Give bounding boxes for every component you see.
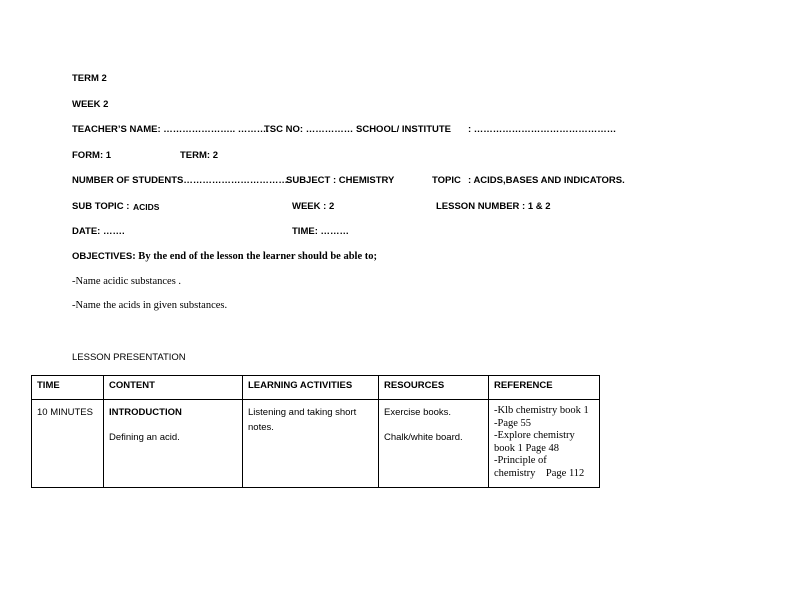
- time-field: TIME: ………: [292, 226, 349, 237]
- reference-line-1: -Klb chemistry book 1: [494, 405, 589, 416]
- reference-line-4: book 1 Page 48: [494, 442, 560, 454]
- content-text: Defining an acid.: [109, 432, 180, 443]
- objective-item-2: -Name the acids in given substances.: [72, 300, 228, 311]
- reference-line-6: chemistry Page 112: [494, 467, 585, 479]
- cell-learning-activities: Listening and taking short notes.: [243, 400, 379, 488]
- lesson-presentation-heading: LESSON PRESENTATION: [72, 352, 186, 363]
- objectives-statement: [72, 251, 377, 262]
- column-header-resources: RESOURCES: [379, 376, 489, 400]
- column-header-learning-activities: LEARNING ACTIVITIES: [243, 376, 379, 400]
- reference-line-2: -Page 55: [494, 417, 532, 429]
- school-value: : ………………………………………: [468, 124, 617, 135]
- objectives-label: OBJECTIVES: [72, 251, 133, 262]
- reference-line-3: -Explore chemistry: [494, 430, 575, 441]
- school-label: SCHOOL/ INSTITUTE: [356, 124, 451, 135]
- form-label: FORM: 1: [72, 150, 112, 161]
- date-field: DATE: …….: [72, 226, 125, 237]
- objective-item-1: -Name acidic substances .: [72, 276, 182, 287]
- cell-time: 10 MINUTES: [32, 400, 104, 488]
- topic-value: : ACIDS,BASES AND INDICATORS.: [468, 175, 625, 186]
- lesson-table: [31, 375, 600, 488]
- content-title: INTRODUCTION: [109, 407, 182, 418]
- column-header-time: TIME: [32, 376, 104, 400]
- lesson-number-label: LESSON NUMBER : 1 & 2: [436, 201, 551, 212]
- number-of-students-field: NUMBER OF STUDENTS……………………………: [72, 175, 288, 186]
- cell-reference: [489, 400, 600, 488]
- column-header-content: CONTENT: [104, 376, 243, 400]
- topic-label: TOPIC: [432, 175, 461, 186]
- table-row: [32, 400, 600, 488]
- resource-item-2: Chalk/white board.: [384, 432, 463, 443]
- resource-item-1: Exercise books.: [384, 407, 452, 418]
- term-label: TERM 2: [72, 73, 107, 84]
- subject-label: SUBJECT : CHEMISTRY: [286, 175, 395, 186]
- tsc-number-field: TSC NO: ……………: [264, 124, 354, 135]
- subtopic-value: ACIDS: [133, 202, 160, 212]
- table-header-row: [32, 376, 600, 400]
- term-secondary-label: TERM: 2: [180, 150, 218, 161]
- column-header-reference: REFERENCE: [489, 376, 600, 400]
- week-label: WEEK 2: [72, 99, 109, 110]
- cell-resources: [379, 400, 489, 488]
- cell-content: [104, 400, 243, 488]
- teacher-name-field: TEACHER’S NAME: ………………….. ……….: [72, 124, 269, 135]
- subtopic-label: SUB TOPIC :: [72, 201, 130, 212]
- reference-line-5: -Principle of: [494, 455, 547, 466]
- week-number-label: WEEK : 2: [292, 201, 335, 212]
- objectives-text: : By the end of the lesson the learner should be able to;: [132, 251, 377, 262]
